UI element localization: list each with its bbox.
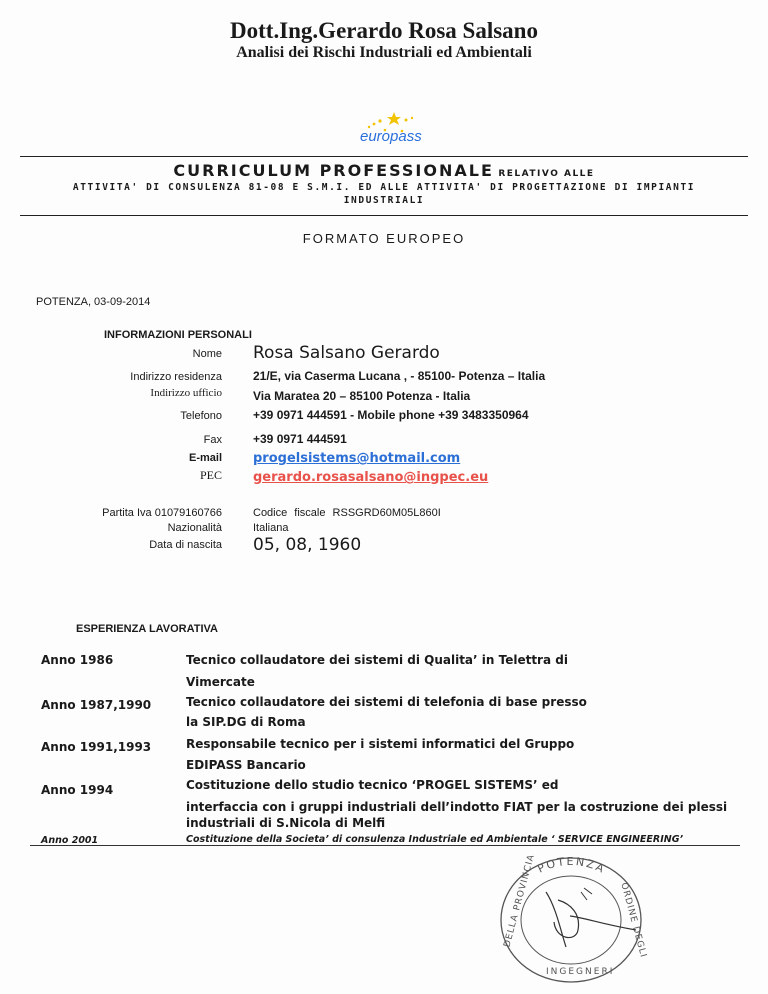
section-heading-personal: INFORMAZIONI PERSONALI xyxy=(104,329,252,341)
pec-label: PEC xyxy=(199,468,222,482)
official-stamp xyxy=(486,852,656,987)
experience-text: Vimercate xyxy=(186,675,255,689)
cv-title: CURRICULUM PROFESSIONALE xyxy=(173,161,494,180)
name-value: Rosa Salsano Gerardo xyxy=(253,343,440,363)
stamp-text-left: DELLA PROVINCIA xyxy=(502,852,537,949)
document-subtitle: Analisi dei Rischi Industriali ed Ambientali xyxy=(236,44,532,61)
nationality-label: Nazionalità xyxy=(167,522,222,534)
experience-year: Anno 2001 xyxy=(41,835,99,846)
email-label: E-mail xyxy=(188,452,222,464)
tax-code: Codice fiscale RSSGRD60M05L860I xyxy=(253,507,441,519)
experience-text: Costituzione della Societa’ di consulenza Industriale ed Ambientale ‘ SERVICE ENGINEERING’ xyxy=(186,834,684,845)
experience-text: Costituzione dello studio tecnico ‘PROGEL SISTEMS’ ed xyxy=(186,778,559,792)
fax-value: +39 0971 444591 xyxy=(253,432,347,446)
section-heading-experience: ESPERIENZA LAVORATIVA xyxy=(76,623,218,635)
place-date: POTENZA, 03-09-2014 xyxy=(36,296,151,308)
cv-scope-line-2: INDUSTRIALI xyxy=(343,195,425,206)
experience-text: interfaccia con i gruppi industriali dell’indotto FIAT per la costruzione dei plessi xyxy=(186,800,728,814)
experience-year: Anno 1991,1993 xyxy=(41,740,152,754)
format-label: FORMATO EUROPEO xyxy=(302,231,466,246)
cv-title-box xyxy=(20,156,748,216)
experience-text: Tecnico collaudatore dei sistemi di Qualita’ in Telettra di xyxy=(186,653,568,667)
vat-label: Partita Iva 01079160766 xyxy=(102,507,222,519)
experience-text: EDIPASS Bancario xyxy=(186,758,306,772)
phone-value: +39 0971 444591 - Mobile phone +39 3483350964 xyxy=(253,408,529,422)
experience-text: Responsabile tecnico per i sistemi informatici del Gruppo xyxy=(186,737,575,751)
office-value: Via Maratea 20 – 85100 Potenza - Italia xyxy=(253,389,471,403)
stamp-text-bottom: INGEGNERI xyxy=(546,967,615,977)
experience-year: Anno 1986 xyxy=(41,653,114,667)
email-link[interactable]: progelsistems@hotmail.com xyxy=(253,451,461,466)
experience-year: Anno 1994 xyxy=(41,783,114,797)
nationality-value: Italiana xyxy=(253,522,289,534)
cv-scope-line: ATTIVITA' DI CONSULENZA 81-08 E S.M.I. ED ALLE ATTIVITA' DI PROGETTAZIONE DI IMPIANTI xyxy=(72,182,696,193)
birth-value: 05, 08, 1960 xyxy=(253,535,362,555)
cv-title-suffix: RELATIVO ALLE xyxy=(498,169,595,179)
residence-label: Indirizzo residenza xyxy=(130,371,222,383)
document-title: Dott.Ing.Gerardo Rosa Salsano xyxy=(230,18,538,43)
stamp-text-top: POTENZA xyxy=(535,854,608,877)
experience-text: la SIP.DG di Roma xyxy=(186,715,306,729)
experience-text: Tecnico collaudatore dei sistemi di telefonia di base presso xyxy=(186,695,587,709)
bottom-rule xyxy=(30,845,740,846)
phone-label: Telefono xyxy=(180,410,222,422)
birth-label: Data di nascita xyxy=(149,539,222,551)
office-label: Indirizzo ufficio xyxy=(150,387,222,399)
residence-value: 21/E, via Caserma Lucana , - 85100- Potenza – Italia xyxy=(253,369,546,383)
europass-logo-text: europass xyxy=(360,128,422,145)
experience-text: industriali di S.Nicola di Melfi xyxy=(186,816,386,830)
name-label: Nome xyxy=(192,348,222,360)
experience-year: Anno 1987,1990 xyxy=(41,698,152,712)
fax-label: Fax xyxy=(203,434,222,446)
cv-title-line xyxy=(20,161,748,181)
pec-link[interactable]: gerardo.rosasalsano@ingpec.eu xyxy=(253,470,489,485)
stamp-text-right: ORDINE DEGLI xyxy=(618,881,649,960)
